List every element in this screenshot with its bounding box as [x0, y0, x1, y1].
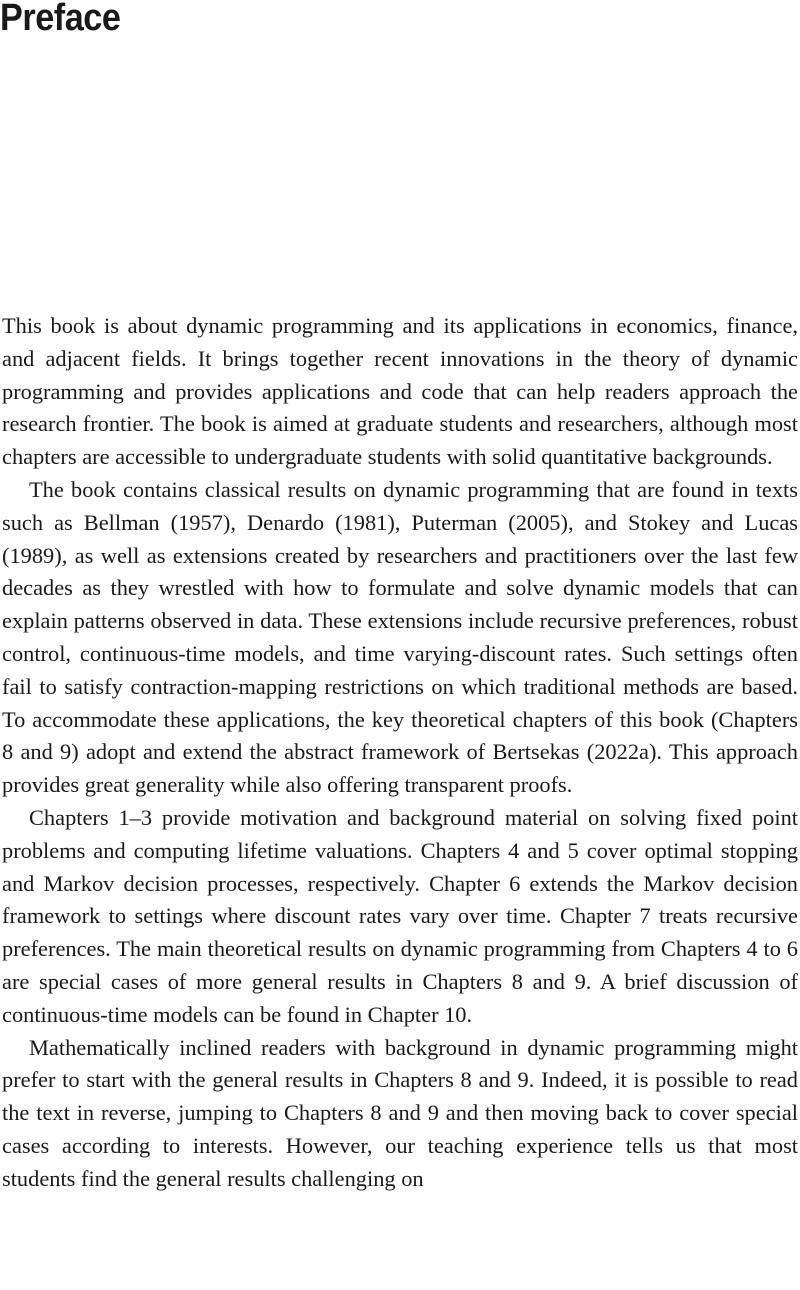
paragraph-chapter-overview: Chapters 1–3 provide motivation and background material on solving fixed point problems and computing lifetime valuations. Chapters 4 and 5 cover optimal stopping and Markov decision processes, respectively. Chapter 6 extends the Markov decision framework to settings where discount rates vary over time. Chapter 7 treats recursive preferences. The main theoretical results on dynamic programming from Chapters 4 to 6 are special cases of more general results in Chapters 8 and 9. A brief discussion of continuous-time models can be found in Chapter 10. [2, 804, 798, 1027]
paragraph-classical-results: The book contains classical results on dynamic programming that are found in texts such as Bellman (1957), Denardo (1981), Puterman (2005), and Stokey and Lucas (1989), as well as extensions created by researchers and practitioners over the last few decades as they wrestled with how to formulate and solve dynamic models that can explain patterns observed in data. These extensions include recursive preferences, robust control, continuous-time models, and time varying-discount rates. Such settings often fail to satisfy contraction-mapping restrictions on which traditional methods are based. To accommodate these applications, the key theoretical chapters of this book (Chapters 8 and 9) adopt and extend the abstract framework of Bertsekas (2022a). This approach provides great generality while also offering transparent proofs. [2, 476, 798, 798]
page-title: Preface [0, 0, 121, 39]
paragraph-reading-order: Mathematically inclined readers with background in dynamic programming might prefer to start with the general results in Chapters 8 and 9. Indeed, it is possible to read the text in reverse, jumping to Chapters 8 and 9 and then moving back to cover special cases according to interests. However, our teaching experience tells us that most students find the general results challenging on [2, 1034, 798, 1191]
paragraph-intro: This book is about dynamic programming and its applications in economics, finance, and adjacent fields. It brings together recent innovations in the theory of dynamic programming and provides applications and code that can help readers approach the research frontier. The book is aimed at graduate students and researchers, although most chapters are accessible to undergraduate students with solid quantitative backgrounds. [2, 313, 798, 470]
preface-body [2, 310, 798, 1196]
